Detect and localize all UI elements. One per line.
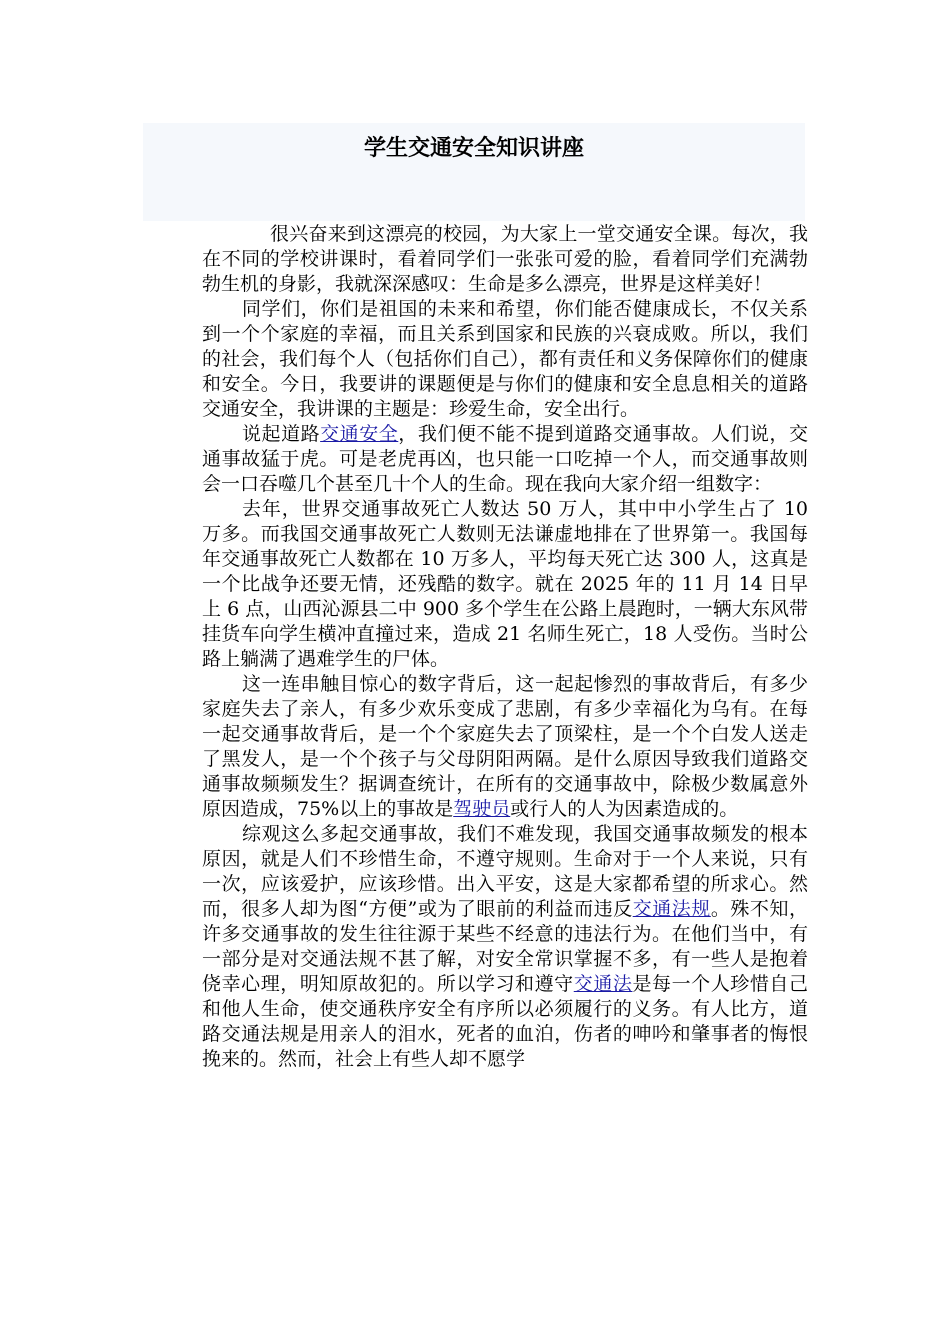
paragraph xyxy=(202,672,808,822)
article-body xyxy=(202,222,808,1072)
paragraph xyxy=(202,222,808,297)
paragraph-text: 或行人的人为因素造成的。 xyxy=(510,798,739,820)
link-driver[interactable]: 驾驶员 xyxy=(453,798,511,820)
paragraph-text: 。殊不知，许多交通事故的发生往往源于某些不经意的违法行为。在他们当中，有一部分是对交通法规不甚了解，对安全常识掌握不多，有一些人是抱着侥幸心理，明知原故犯的。所以学习和遵守 xyxy=(202,898,808,995)
paragraph xyxy=(202,422,808,497)
paragraph-text: ，我们便不能不提到道路交通事故。人们说，交通事故猛于虎。可是老虎再凶，也只能一口吃掉一个人，而交通事故则会一口吞噬几个甚至几十个人的生命。现在我向大家介绍一组数字： xyxy=(202,423,808,495)
link-traffic-safety[interactable]: 交通安全 xyxy=(320,423,399,445)
paragraph-text: 说起道路 xyxy=(242,423,321,445)
link-traffic-regulations[interactable]: 交通法规 xyxy=(632,898,711,920)
paragraph xyxy=(202,822,808,1072)
paragraph xyxy=(202,497,808,672)
paragraph-text: 这一连串触目惊心的数字背后，这一起起惨烈的事故背后，有多少家庭失去了亲人，有多少欢乐变成了悲剧，有多少幸福化为乌有。在每一起交通事故背后，是一个个家庭失去了顶梁柱，是一个个白发人送走了黑发人，是一个个孩子与父母阴阳两隔。是什么原因导致我们道路交通事故频频发生？据调查统计，在所有的交通事故中，除极少数属意外原因造成，75%以上的事故是 xyxy=(202,673,808,820)
paragraph-text: 去年，世界交通事故死亡人数达 50 万人，其中中小学生占了 10 万多。而我国交通事故死亡人数则无法谦虚地排在了世界第一。我国每年交通事故死亡人数都在 10 万多人，平均每天死亡达 300 人，这真是一个比战争还要无情，还残酷的数字。就在 2025 年的 11 月 14 日早上 6 点，山西沁源县二中 900 多个学生在公路上晨跑时，一辆大东风带挂货车向学生横冲直撞过来，造成 21 名师生死亡，18 人受伤。当时公路上躺满了遇难学生的尸体。 xyxy=(202,498,808,670)
page-title: 学生交通安全知识讲座 xyxy=(363,136,584,161)
paragraph-text: 很兴奋来到这漂亮的校园，为大家上一堂交通安全课。每次，我在不同的学校讲课时，看着同学们一张张可爱的脸，看着同学们充满勃勃生机的身影，我就深深感叹：生命是多么漂亮，世界是这样美好！ xyxy=(202,223,808,295)
link-traffic-law[interactable]: 交通法 xyxy=(573,973,633,995)
paragraph-text: 综观这么多起交通事故，我们不难发现，我国交通事故频发的根本原因，就是人们不珍惜生命，不遵守规则。生命对于一个人来说，只有一次，应该爱护，应该珍惜。出入平安，这是大家都希望的所求心。然而，很多人却为图“方便”或为了眼前的利益而违反 xyxy=(202,823,808,920)
paragraph xyxy=(202,297,808,422)
paragraph-text: 同学们，你们是祖国的未来和希望，你们能否健康成长，不仅关系到一个个家庭的幸福，而且关系到国家和民族的兴衰成败。所以，我们的社会，我们每个人（包括你们自己），都有责任和义务保障你们的健康和安全。今日，我要讲的课题便是与你们的健康和安全息息相关的道路交通安全，我讲课的主题是：珍爱生命，安全出行。 xyxy=(202,298,808,420)
paragraph-text: 是每一个人珍惜自己和他人生命，使交通秩序安全有序所以必须履行的义务。有人比方，道路交通法规是用亲人的泪水，死者的血泊，伤者的呻吟和肇事者的悔恨挽来的。然而，社会上有些人却不愿学 xyxy=(202,973,808,1070)
